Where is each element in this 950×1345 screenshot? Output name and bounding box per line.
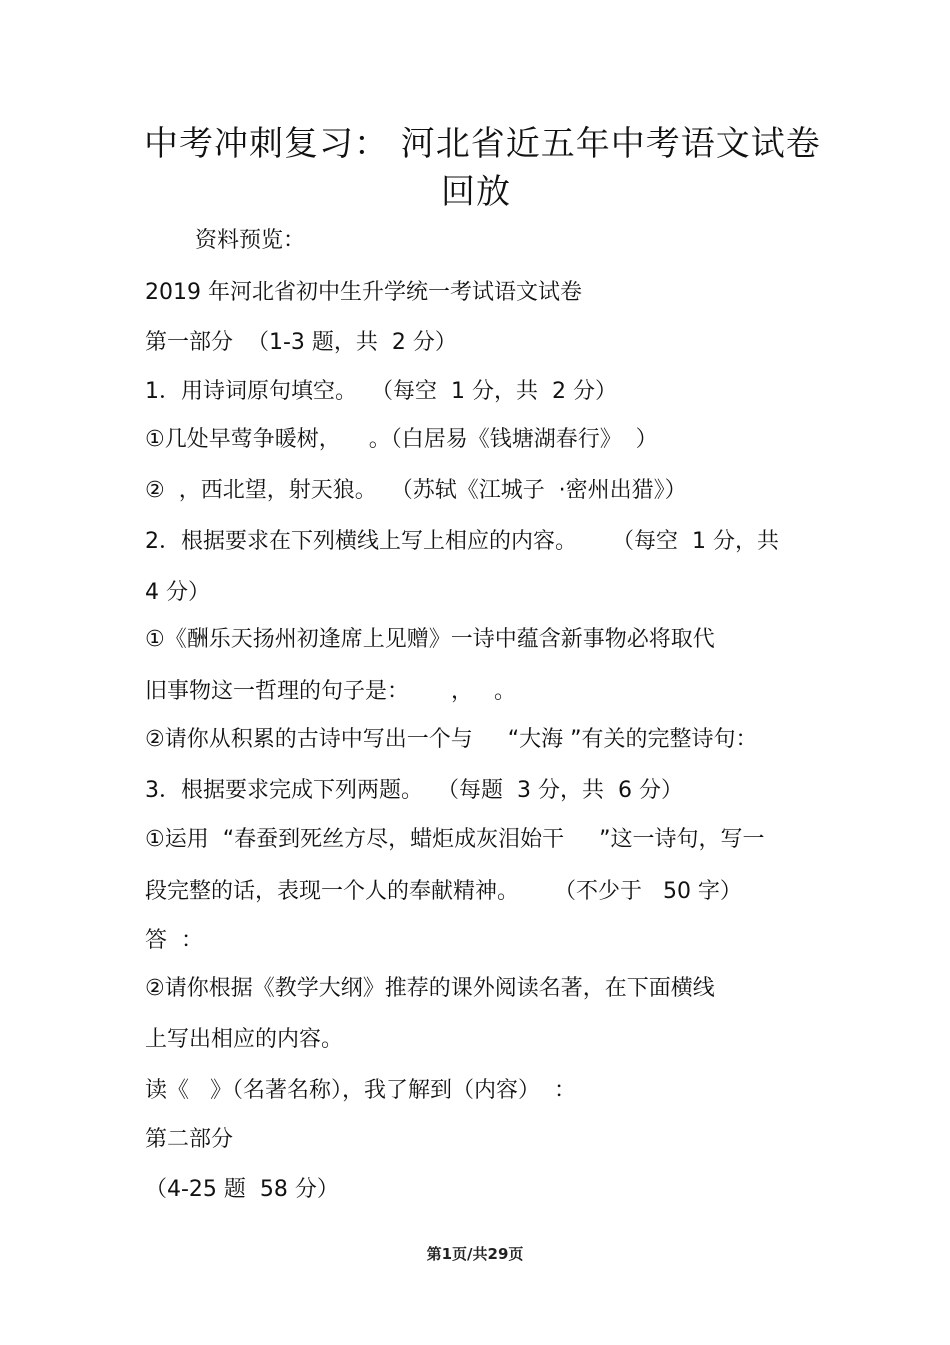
document-title-line-2: 回放 bbox=[441, 172, 511, 212]
question-3-item-2: ②请你根据《教学大纲》推荐的课外阅读名著，在下面横线 bbox=[145, 976, 715, 1001]
question-2-item-1: ①《酬乐天扬州初逢席上见赠》一诗中蕴含新事物必将取代 bbox=[145, 627, 715, 652]
question-3: 3．根据要求完成下列两题。 （每题 3 分，共 6 分） bbox=[145, 778, 683, 803]
question-1-item-2: ② ，西北望，射天狼。 （苏轼《江城子 ·密州出猎》） bbox=[145, 478, 687, 503]
question-2-continued: 4 分） bbox=[145, 580, 210, 605]
exam-heading: 2019 年河北省初中生升学统一考试语文试卷 bbox=[145, 280, 582, 305]
question-1-item-1: ①几处早莺争暖树， 。（白居易《钱塘湖春行》 ） bbox=[145, 427, 658, 452]
question-3-item-1-continued: 段完整的话，表现一个人的奉献精神。 （不少于 50 字） bbox=[145, 879, 742, 904]
part-two-range: （4-25 题 58 分） bbox=[145, 1177, 339, 1202]
reading-prompt: 读《 》（名著名称），我了解到（内容） ： bbox=[145, 1078, 576, 1103]
answer-label: 答 ： bbox=[145, 928, 203, 953]
question-2: 2．根据要求在下列横线上写上相应的内容。 （每空 1 分，共 bbox=[145, 529, 779, 554]
question-3-item-2-continued: 上写出相应的内容。 bbox=[145, 1027, 344, 1052]
question-2-item-1-continued: 旧事物这一哲理的句子是： ， 。 bbox=[145, 679, 516, 704]
part-two-heading: 第二部分 bbox=[145, 1127, 234, 1152]
question-3-item-1: ①运用 “春蚕到死丝方尽，蜡炬成灰泪始干 ”这一诗句，写一 bbox=[145, 827, 765, 852]
preview-label: 资料预览： bbox=[195, 228, 306, 253]
document-title-line-1: 中考冲刺复习： 河北省近五年中考语文试卷 bbox=[144, 124, 821, 164]
page-number-footer: 第1页/共29页 bbox=[426, 1245, 524, 1263]
part-one-heading: 第一部分 （1-3 题，共 2 分） bbox=[145, 330, 457, 355]
question-2-item-2: ②请你从积累的古诗中写出一个与 “大海 ”有关的完整诗句： bbox=[145, 727, 758, 752]
question-1: 1．用诗词原句填空。 （每空 1 分，共 2 分） bbox=[145, 379, 617, 404]
